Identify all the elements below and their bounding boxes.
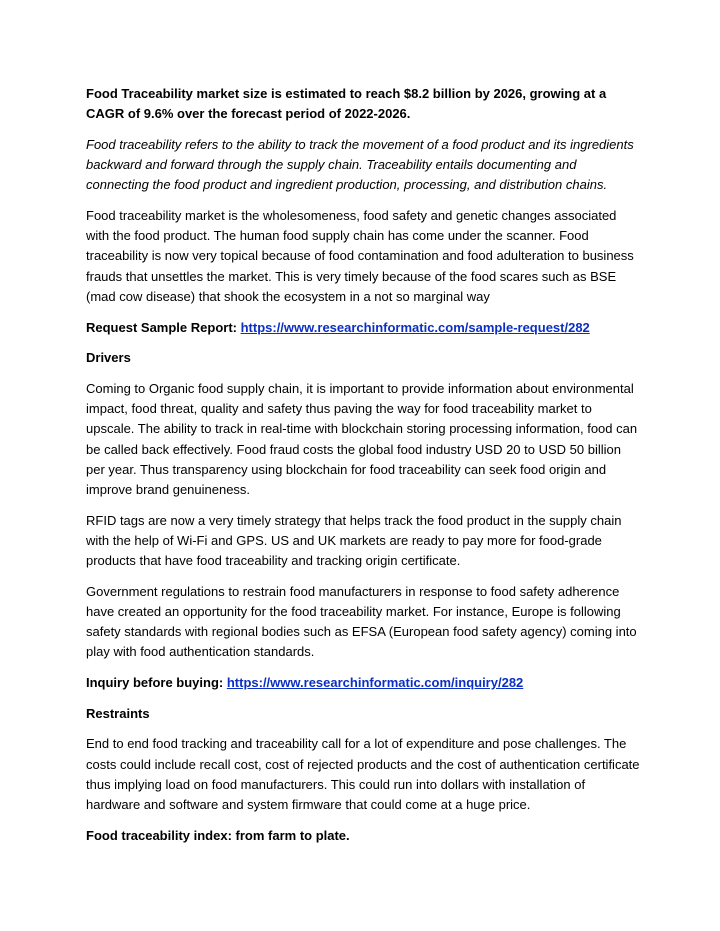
intro-paragraph: Food traceability market is the wholesomeness, food safety and genetic changes associated with the food product. The human food supply chain has come under the scanner. Food traceability is now very topical because of food contamination and food adulteration to business frauds that unsettles the market. This is very timely because of the food scares such as BSE (mad cow disease) that shook the ecosystem in a not so marginal way: [86, 208, 634, 304]
sample-request-label: Request Sample Report:: [86, 319, 241, 335]
inquiry-label: Inquiry before buying:: [86, 675, 227, 691]
inquiry-link[interactable]: https://www.researchinformatic.com/inquiry/282: [226, 675, 524, 691]
drivers-paragraph-1: Coming to Organic food supply chain, it is important to provide information about environmental impact, food threat, quality and safety thus paving the way for food traceability market to upscale. The ability to track in real-time with blockchain storing processing information, food can be called back effectively. Food fraud costs the global food industry USD 20 to USD 50 billion per year. Thus transparency using blockchain for food traceability can seek food origin and improve brand genuineness.: [86, 380, 638, 497]
sample-request-line: [86, 318, 642, 338]
inquiry-line: [86, 673, 642, 693]
definition-paragraph: Food traceability refers to the ability to track the movement of a food product and its ingredients backward and forward through the supply chain. Traceability entails documenting and connecting the food product and ingredient production, processing, and distribution chains.: [86, 136, 634, 193]
index-heading: Food traceability index: from farm to plate.: [86, 827, 350, 843]
document-page: [86, 84, 642, 857]
restraints-heading: Restraints: [86, 705, 150, 721]
drivers-paragraph-2: RFID tags are now a very timely strategy that helps track the food product in the supply chain with the help of Wi-Fi and GPS. US and UK markets are ready to pay more for food-grade products that have food traceability and tracking origin certificate.: [86, 512, 622, 569]
restraints-paragraph: End to end food tracking and traceability call for a lot of expenditure and pose challenges. The costs could include recall cost, cost of rejected products and the cost of authentication certificate thus implying load on food manufacturers. This could run into dollars with installation of hardware and software and system firmware that could come at a huge price.: [86, 736, 640, 813]
sample-request-link[interactable]: https://www.researchinformatic.com/sample-request/282: [240, 319, 590, 335]
drivers-paragraph-3: Government regulations to restrain food manufacturers in response to food safety adherence have created an opportunity for the food traceability market. For instance, Europe is following safety standards with regional bodies such as EFSA (European food safety agency) coming into play with food authentication standards.: [86, 583, 637, 660]
headline: Food Traceability market size is estimated to reach $8.2 billion by 2026, growing at a CAGR of 9.6% over the forecast period of 2022-2026.: [86, 86, 607, 122]
drivers-heading: Drivers: [86, 350, 131, 366]
